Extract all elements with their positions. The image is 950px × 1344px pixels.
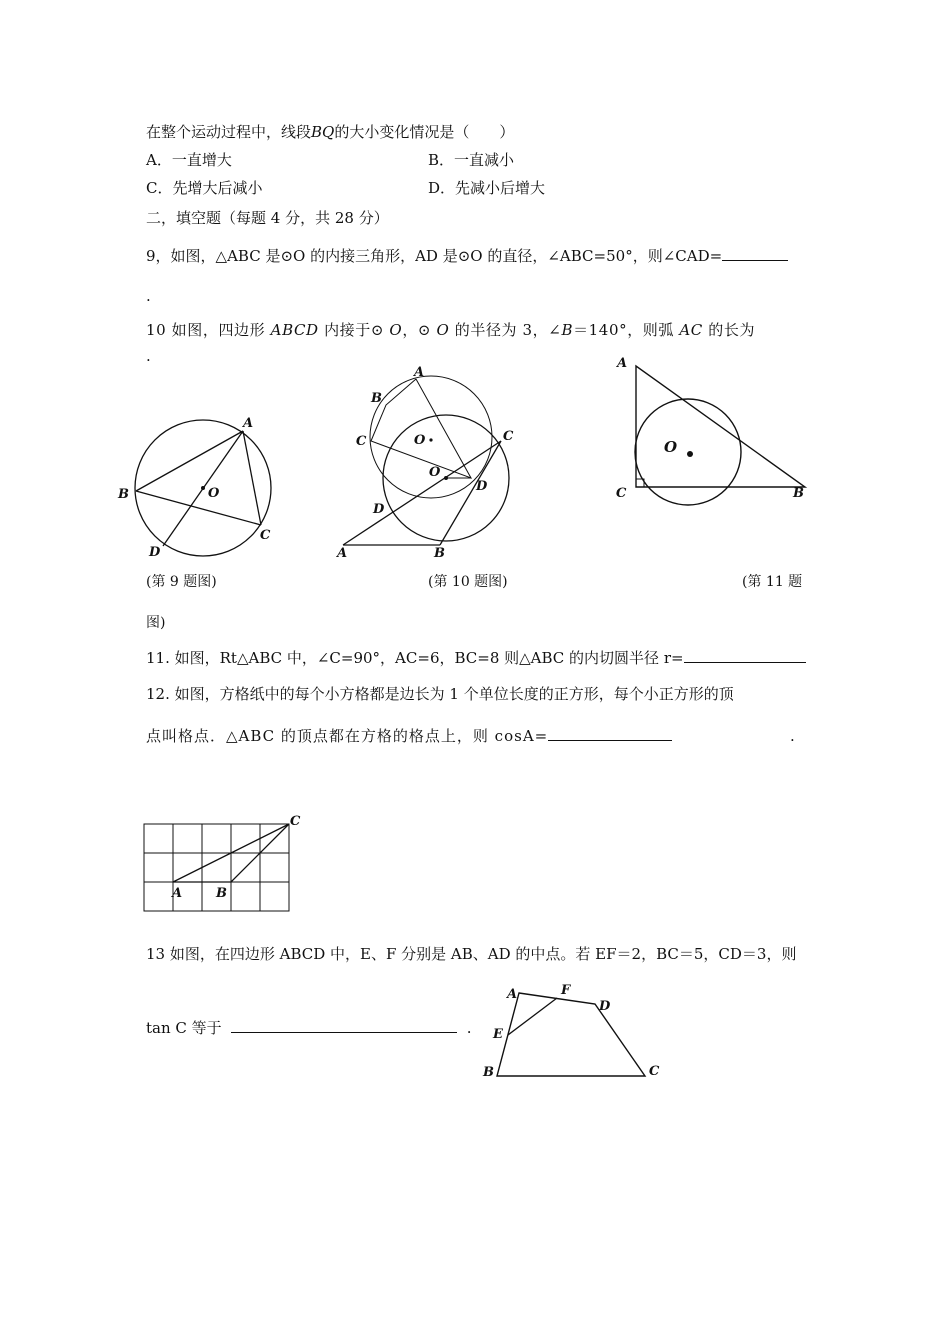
fig13-label-e: E: [493, 1027, 503, 1042]
section-title: 二，填空题（每题 4 分，共 28 分）: [146, 209, 389, 227]
fig10-label-a-bottom: A: [337, 546, 348, 561]
q8-option-d: D．先减小后增大: [428, 179, 546, 197]
fig13-label-a: A: [507, 987, 518, 1002]
fig13-label-f: F: [561, 983, 571, 998]
fig12-label-c: C: [290, 814, 301, 829]
fig10-label-o-low: O: [429, 465, 441, 480]
fig11-label-b: B: [793, 486, 804, 501]
q13-line2: tan C 等于 .: [146, 1019, 472, 1037]
fig10-label-d-low: D: [476, 479, 488, 494]
fig12-label-b: B: [216, 886, 227, 901]
q12-line1: 12. 如图，方格纸中的每个小方格都是边长为 1 个单位长度的正方形，每个小正方形的顶: [146, 685, 734, 703]
fig13-label-c: C: [649, 1064, 660, 1079]
fig10-label-b-top: B: [371, 391, 382, 406]
fig10-caption: (第 10 题图): [428, 574, 508, 590]
fig10-label-c-left: C: [356, 434, 367, 449]
q8-option-a: A．一直增大: [146, 151, 232, 169]
fig11-label-o: O: [664, 438, 678, 456]
fig11-label-c: C: [616, 486, 627, 501]
fig12-label-a: A: [172, 886, 183, 901]
q8-option-b: B．一直减小: [428, 151, 515, 169]
fig11-label-a: A: [617, 356, 628, 371]
fig10-label-a-top: A: [414, 365, 425, 380]
fig9-label-b: B: [118, 487, 129, 502]
fig10-label-d-left: D: [373, 502, 385, 517]
fig11-caption-line2: 图): [146, 615, 166, 631]
q9-text: 9，如图，△ABC 是⊙O 的内接三角形，AD 是⊙O 的直径，∠ABC=50°，则∠CAD=: [146, 246, 788, 266]
q10-period: .: [146, 347, 151, 365]
q12-period: .: [790, 727, 795, 745]
fig9-label-o: O: [208, 486, 220, 501]
fig11-caption-line1: (第 11 题: [742, 574, 803, 590]
q8-stem: 在整个运动过程中，线段BQ的大小变化情况是（ ）: [146, 123, 515, 141]
fig13-segment-ef: [508, 998, 557, 1035]
fig13-quadrilateral: [497, 993, 645, 1076]
fig10-label-o-top: O: [414, 433, 426, 448]
fig9-label-c: C: [260, 528, 271, 543]
q8-option-c: C．先增大后减小: [146, 179, 263, 197]
q10-text: 10 如图，四边形 ABCD 内接于⊙ O，⊙ O 的半径为 3，∠B＝140°，则弧 AC 的长为: [146, 321, 756, 339]
q12-line2: 点叫格点．△ABC 的顶点都在方格的格点上，则 cosA=: [146, 726, 672, 746]
fig9-label-a: A: [243, 416, 254, 431]
fig10-label-c-right: C: [503, 429, 514, 444]
q9-period: .: [146, 287, 151, 305]
fig13-label-d: D: [599, 999, 611, 1014]
fig9-label-d: D: [149, 545, 161, 560]
q11-text: 11. 如图，Rt△ABC 中，∠C=90°，AC=6，BC=8 则△ABC 的内切圆半径 r=: [146, 648, 806, 668]
fig13-label-b: B: [483, 1065, 494, 1080]
fig10-label-b-bottom: B: [434, 546, 445, 561]
fig9-caption: (第 9 题图): [146, 574, 217, 590]
q13-line1: 13 如图，在四边形 ABCD 中，E、F 分别是 AB、AD 的中点。若 EF＝2，BC＝5，CD＝3，则: [146, 945, 797, 963]
